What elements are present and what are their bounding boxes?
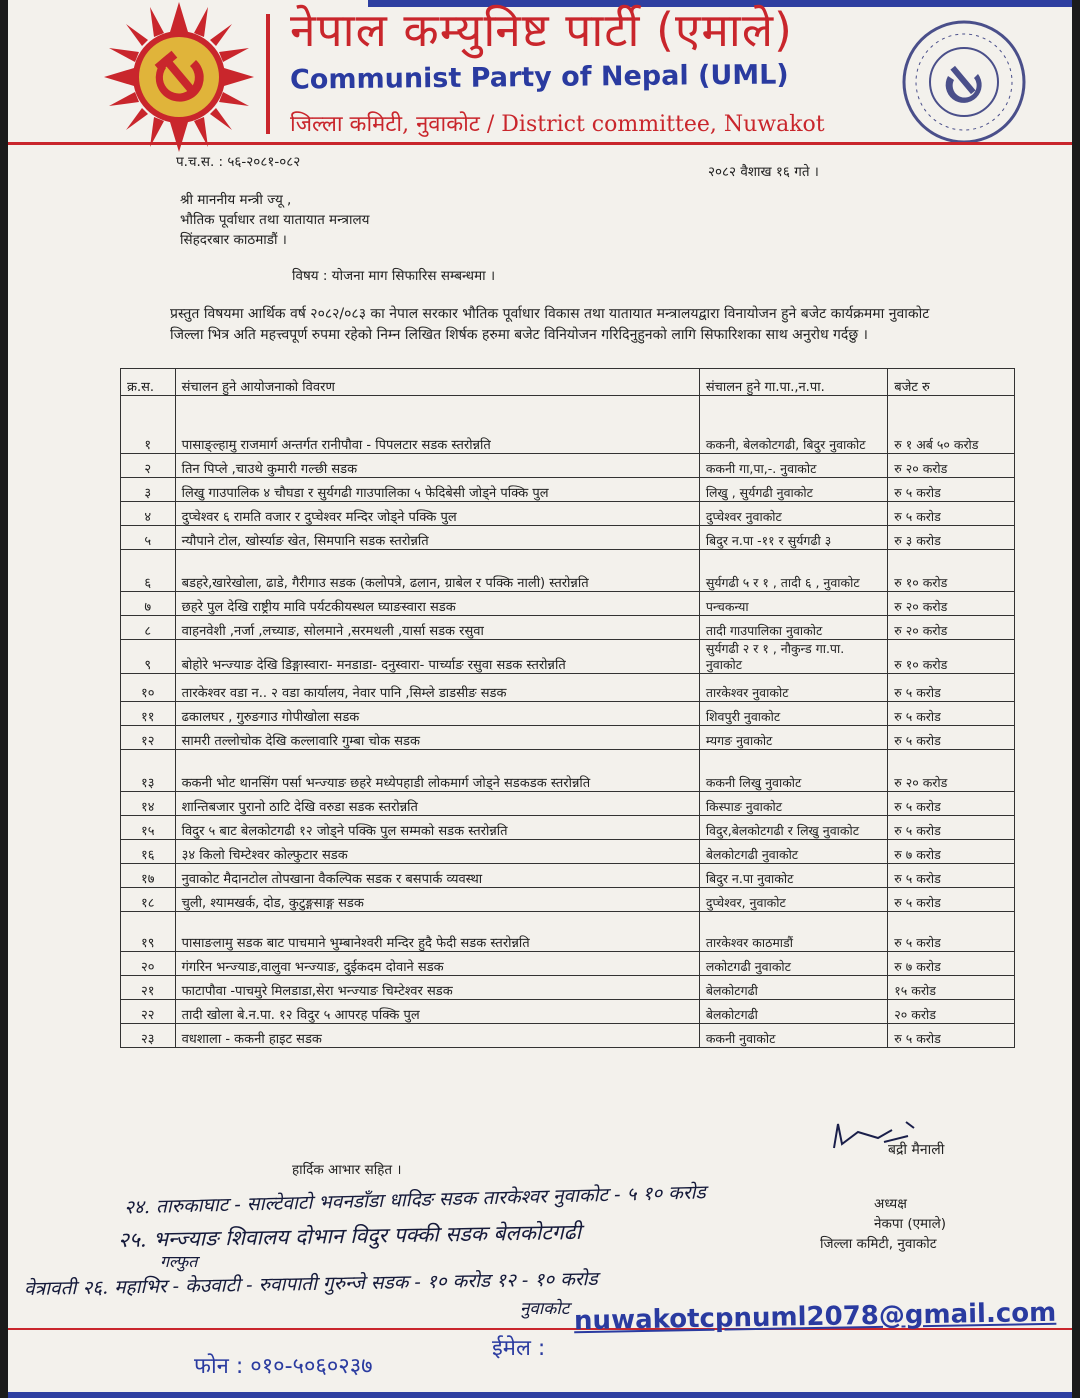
header-divider [266, 14, 270, 134]
row-description: न्यौपाने टोल, खोर्स्याङ खेत, सिमपानि सडक स्तरोन्नति [175, 526, 699, 550]
signatory-block [888, 1140, 944, 1160]
row-description: शान्तिबजार पुरानो ठाटि देखि वरुडा सडक स्तरोन्नति [175, 792, 699, 816]
row-description: दुप्चेश्वर ६ रामति वजार र दुप्चेश्वर मन्दिर जोड्ने पक्कि पुल [175, 502, 699, 526]
row-description: ककनी भोट थानसिंग पर्सा भन्ज्याङ छहरे मध्येपहाडी लोकमार्ग जोड्ने सडकडक स्तरोन्नति [175, 750, 699, 792]
row-budget: रु ५ करोड [888, 816, 1015, 840]
table-row [121, 1024, 1015, 1048]
recipient-line-2: भौतिक पूर्वाधार तथा यातायात मन्त्रालय [180, 212, 370, 228]
table-row [121, 976, 1015, 1000]
row-budget: रु ५ करोड [888, 912, 1015, 952]
closing-greeting: हार्दिक आभार सहित । [292, 1162, 402, 1178]
row-sn: १४ [121, 792, 176, 816]
row-municipality: सुर्यगढी २ र १ , नौकुन्ड गा.पा. नुवाकोट [699, 640, 887, 674]
row-municipality: तादी गाउपालिका नुवाकोट [699, 616, 887, 640]
row-description: बोहोरे भन्ज्याङ देखि डिङ्गास्वारा- मनडाडा- दनुस्वारा- पार्च्याङ रसुवा सडक स्तरोन्नति [175, 640, 699, 674]
handwritten-line-24: २४. तारुकाघाट - साल्टेवाटो भवनडाँडा धादिङ सडक तारकेश्वर नुवाकोट - ५ १० करोड [123, 1181, 706, 1219]
row-sn: १३ [121, 750, 176, 792]
row-description: वधशाला - ककनी हाइट सडक [175, 1024, 699, 1048]
row-budget: २० करोड [888, 1000, 1015, 1024]
row-description: पासाङ्ल्हामु राजमार्ग अन्तर्गत रानीपौवा - पिपलटार सडक स्तरोन्नति [175, 396, 699, 454]
table-row [121, 952, 1015, 976]
recipient-line-1: श्री माननीय मन्त्री ज्यू , [180, 192, 292, 208]
signatory-title: अध्यक्ष [874, 1196, 907, 1212]
table-row [121, 702, 1015, 726]
party-seal-icon [900, 18, 1028, 146]
row-sn: ६ [121, 550, 176, 592]
row-description: बडहरे,खारेखोला, ढाडे, गैरीगाउ सडक (कलोपत्रे, ढलान, ग्राबेल र पक्कि नाली) स्तरोन्नति [175, 550, 699, 592]
row-sn: ३ [121, 478, 176, 502]
row-description: नुवाकोट मैदानटोल तोपखाना वैकल्पिक सडक र बसपार्क व्यवस्था [175, 864, 699, 888]
row-description: विदुर ५ बाट बेलकोटगढी १२ जोड्ने पक्कि पुल सम्मको सडक स्तरोन्नति [175, 816, 699, 840]
table-header-row [121, 369, 1015, 396]
row-municipality: बिदुर न.पा -११ र सुर्यगढी ३ [699, 526, 887, 550]
row-municipality: तारकेश्वर नुवाकोट [699, 674, 887, 702]
row-sn: १६ [121, 840, 176, 864]
table-row [121, 750, 1015, 792]
row-municipality: बेलकोटगढी [699, 1000, 887, 1024]
row-budget: रु ५ करोड [888, 726, 1015, 750]
row-municipality: ककनी लिखु नुवाकोट [699, 750, 887, 792]
row-description: तारकेश्वर वडा न.. २ वडा कार्यालय, नेवार पानि ,सिम्ले डाडसीङ सडक [175, 674, 699, 702]
row-budget: रु ७ करोड [888, 840, 1015, 864]
footer-phone: फोन : ०१०-५०६०२३७ [194, 1354, 373, 1379]
row-sn: १२ [121, 726, 176, 750]
table-row [121, 502, 1015, 526]
table-row [121, 640, 1015, 674]
table-row [121, 912, 1015, 952]
party-emblem-icon [104, 2, 254, 152]
table-row [121, 478, 1015, 502]
row-description: सामरी तल्लोचोक देखि कल्लावारि गुम्बा चोक सडक [175, 726, 699, 750]
row-description: फाटापौवा -पाचमुरे मिलडाडा,सेरा भन्ज्याङ चिम्टेश्वर सडक [175, 976, 699, 1000]
table-row [121, 592, 1015, 616]
project-budget-table [120, 368, 1015, 1048]
row-description: तिन पिप्ले ,चाउथे कुमारी गल्छी सडक [175, 454, 699, 478]
row-sn: ७ [121, 592, 176, 616]
row-description: छहरे पुल देखि राष्ट्रीय मावि पर्यटकीयस्थल घ्याङस्वारा सडक [175, 592, 699, 616]
row-municipality: दुप्चेश्वर नुवाकोट [699, 502, 887, 526]
row-municipality: ककनी नुवाकोट [699, 1024, 887, 1048]
row-budget: रु ७ करोड [888, 952, 1015, 976]
row-municipality: दुप्चेश्वर, नुवाकोट [699, 888, 887, 912]
row-sn: २० [121, 952, 176, 976]
row-budget: रु ५ करोड [888, 792, 1015, 816]
signatory-org: नेकपा (एमाले) [874, 1216, 947, 1232]
bottom-blue-bar [8, 1392, 1072, 1398]
row-sn: ८ [121, 616, 176, 640]
row-sn: २३ [121, 1024, 176, 1048]
handwritten-nuwakot: नुवाकोट [520, 1299, 570, 1319]
table-row [121, 840, 1015, 864]
row-budget: रु ५ करोड [888, 864, 1015, 888]
row-sn: १८ [121, 888, 176, 912]
row-municipality: लिखु , सुर्यगढी नुवाकोट [699, 478, 887, 502]
row-sn: २२ [121, 1000, 176, 1024]
row-municipality: बेलकोटगढी नुवाकोट [699, 840, 887, 864]
row-municipality: ककनी, बेलकोटगढी, बिदुर नुवाकोट [699, 396, 887, 454]
row-budget: रु १० करोड [888, 640, 1015, 674]
row-municipality: विदुर,बेलकोटगढी र लिखु नुवाकोट [699, 816, 887, 840]
party-name-nepali: नेपाल कम्युनिष्ट पार्टी (एमाले) [290, 3, 793, 57]
row-municipality: म्यगङ नुवाकोट [699, 726, 887, 750]
table-row [121, 454, 1015, 478]
row-budget: रु ५ करोड [888, 502, 1015, 526]
table-row [121, 526, 1015, 550]
header-budget: बजेट रु [888, 369, 1015, 396]
row-municipality: सुर्यगढी ५ र १ , तादी ६ , नुवाकोट [699, 550, 887, 592]
row-sn: ४ [121, 502, 176, 526]
header-municipality: संचालन हुने गा.पा.,न.पा. [699, 369, 887, 396]
row-municipality: ककनी गा,पा,-. नुवाकोट [699, 454, 887, 478]
table-row [121, 674, 1015, 702]
header-sn: क्र.स. [121, 369, 176, 396]
table-row [121, 1000, 1015, 1024]
table-row [121, 726, 1015, 750]
row-budget: रु ५ करोड [888, 1024, 1015, 1048]
row-sn: ९ [121, 640, 176, 674]
row-sn: ११ [121, 702, 176, 726]
letter-body: प्रस्तुत विषयमा आर्थिक वर्ष २०८२/०८३ का नेपाल सरकार भौतिक पूर्वाधार विकास तथा यातायात मन्त्रालयद्वारा विनायोजन हुने बजेट कार्यक्रममा नुवाकोट जिल्ला भित्र अति महत्त्वपूर्ण रुपमा रहेको निम्न लिखित शिर्षक हरुमा बजेट विनियोजन गरिदिनुहुनको लागि सिफारिशका साथ अनुरोध गर्दछु । [170, 306, 930, 343]
row-sn: २ [121, 454, 176, 478]
row-description: लिखु गाउपालिक ४ चौघडा र सुर्यगढी गाउपालिका ५ फेदिबेसी जोड्ने पक्कि पुल [175, 478, 699, 502]
row-description: चुली, श्यामखर्क, दोड, कुटुङ्गसाङ्ग सडक [175, 888, 699, 912]
signatory-name: बद्री मैनाली [888, 1142, 945, 1158]
table-row [121, 816, 1015, 840]
row-sn: १ [121, 396, 176, 454]
row-municipality: बेलकोटगढी [699, 976, 887, 1000]
row-budget: रु ५ करोड [888, 888, 1015, 912]
party-name-english: Communist Party of Nepal (UML) [289, 59, 789, 96]
row-municipality: बिदुर न.पा नुवाकोट [699, 864, 887, 888]
letter-subject: विषय : योजना माग सिफारिस सम्बन्धमा । [292, 268, 496, 284]
row-budget: रु २० करोड [888, 592, 1015, 616]
row-budget: रु २० करोड [888, 750, 1015, 792]
footer-email[interactable]: nuwakotcpnuml2078@gmail.com [573, 1297, 1057, 1337]
row-sn: २१ [121, 976, 176, 1000]
row-budget: रु ५ करोड [888, 674, 1015, 702]
row-budget: रु ३ करोड [888, 526, 1015, 550]
row-sn: १७ [121, 864, 176, 888]
row-budget: रु २० करोड [888, 616, 1015, 640]
footer-email-label: ईमेल : [492, 1336, 546, 1361]
row-budget: रु ५ करोड [888, 478, 1015, 502]
letter-page [8, 0, 1072, 1398]
row-budget: रु ५ करोड [888, 702, 1015, 726]
handwritten-line-26: वेत्रावती २६. महाभिर - केउवाटी - रुवापाती गुरुन्जे सडक - १० करोड १२ - १० करोड [23, 1267, 598, 1301]
handwritten-note: गल्फुत [160, 1252, 198, 1271]
table-row [121, 888, 1015, 912]
table-row [121, 550, 1015, 592]
reference-number: प.च.स. : ५६-२०८१-०८२ [176, 154, 301, 170]
header-description: संचालन हुने आयोजनाको विवरण [175, 369, 699, 396]
header-red-rule [8, 142, 1072, 145]
row-municipality: किस्पाङ नुवाकोट [699, 792, 887, 816]
row-municipality: पन्चकन्या [699, 592, 887, 616]
table-row [121, 616, 1015, 640]
row-description: ३४ किलो चिम्टेश्वर कोल्फुटार सडक [175, 840, 699, 864]
row-municipality: तारकेश्वर काठमाडौं [699, 912, 887, 952]
table-row [121, 792, 1015, 816]
district-committee-subtitle: जिल्ला कमिटी, नुवाकोट / District committee, Nuwakot [290, 112, 825, 137]
handwritten-line-25: २५. भन्ज्याङ शिवालय दोभान विदुर पक्की सडक बेलकोटगढी [117, 1219, 582, 1253]
row-description: ढकालघर , गुरुङगाउ गोपीखोला सडक [175, 702, 699, 726]
recipient-line-3: सिंहदरबार काठमाडौं । [180, 232, 287, 248]
table-row [121, 396, 1015, 454]
row-municipality: लकोटगढी नुवाकोट [699, 952, 887, 976]
row-budget: १५ करोड [888, 976, 1015, 1000]
row-municipality: शिवपुरी नुवाकोट [699, 702, 887, 726]
row-sn: १९ [121, 912, 176, 952]
row-budget: रु २० करोड [888, 454, 1015, 478]
row-description: तादी खोला बे.न.पा. १२ विदुर ५ आपरह पक्कि पुल [175, 1000, 699, 1024]
row-budget: रु १० करोड [888, 550, 1015, 592]
signatory-committee: जिल्ला कमिटी, नुवाकोट [820, 1236, 937, 1252]
row-budget: रु १ अर्ब ५० करोड [888, 396, 1015, 454]
letter-date: २०८२ वैशाख १६ गते । [708, 164, 819, 180]
row-description: वाहनवेशी ,नर्जा ,लच्याङ, सोलमाने ,सरमथली ,यार्सा सडक रसुवा [175, 616, 699, 640]
row-description: गंगरिन भन्ज्याङ,वालुवा भन्ज्याङ, दुईकदम दोवाने सडक [175, 952, 699, 976]
row-sn: ५ [121, 526, 176, 550]
row-description: पासाङलामु सडक बाट पाचमाने भुम्बानेश्वरी मन्दिर हुदै फेदी सडक स्तरोन्नति [175, 912, 699, 952]
row-sn: १० [121, 674, 176, 702]
row-sn: १५ [121, 816, 176, 840]
table-row [121, 864, 1015, 888]
